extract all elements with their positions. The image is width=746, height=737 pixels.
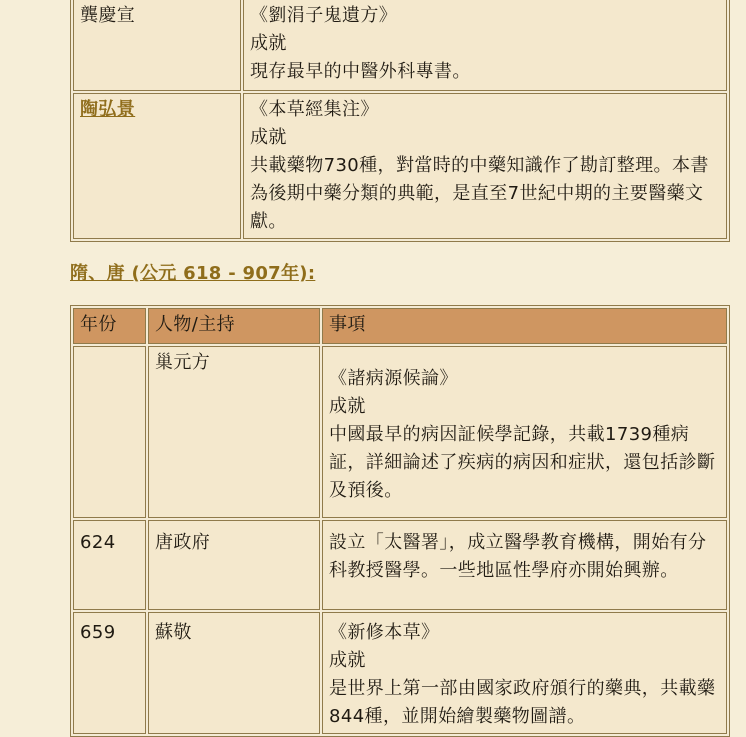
sui-tang-table [70,305,730,737]
description-text: 共載藥物730種，對當時的中藥知識作了勘訂整理。本書為後期中藥分類的典範，是直至7世紀中期的主要醫藥文獻。 [250,155,709,232]
description-text: 現存最早的中醫外科專書。 [250,61,471,82]
description-text: 中國最早的病因証候學記錄，共載1739種病証，詳細論述了疾病的病因和症狀，還包括診斷及預後。 [329,424,716,501]
detail-cell [243,0,727,91]
person-link[interactable]: 陶弘景 [80,99,136,120]
person-name: 巢元方 [155,352,211,373]
table-row [73,0,727,91]
person-name: 唐政府 [155,532,211,553]
achievement-label: 成就 [250,127,287,148]
section-heading-link[interactable]: 隋、唐 (公元 618 - 907年): [70,263,316,284]
detail-cell [243,93,727,239]
table-row [73,520,727,610]
detail-cell [322,346,727,518]
person-name: 龔慶宣 [80,5,136,26]
table-row [73,93,727,239]
achievement-label: 成就 [329,650,366,671]
detail-cell [322,612,727,734]
detail-cell [322,520,727,610]
person-cell [73,0,241,91]
work-title: 《新修本草》 [329,622,440,643]
table-header-row [73,308,727,344]
year-cell: 659 [73,612,146,734]
person-cell [148,612,320,734]
person-cell [73,93,241,239]
achievement-label: 成就 [329,396,366,417]
column-header-year: 年份 [73,308,146,344]
description-text: 設立「太醫署」，成立醫學教育機構，開始有分科教授醫學。一些地區性學府亦開始興辦。 [329,532,707,581]
year-cell: 624 [73,520,146,610]
column-header-item: 事項 [322,308,727,344]
person-name: 蘇敬 [155,622,192,643]
upper-table [70,0,730,242]
achievement-label: 成就 [250,33,287,54]
table-row [73,612,727,734]
description-text: 是世界上第一部由國家政府頒行的藥典，共載藥844種，並開始繪製藥物圖譜。 [329,678,716,727]
column-header-person: 人物/主持 [148,308,320,344]
work-title: 《劉涓子鬼遺方》 [250,5,398,26]
person-cell [148,346,320,518]
year-cell [73,346,146,518]
person-cell [148,520,320,610]
work-title: 《諸病源候論》 [329,368,458,389]
table-row [73,346,727,518]
work-title: 《本草經集注》 [250,99,379,120]
